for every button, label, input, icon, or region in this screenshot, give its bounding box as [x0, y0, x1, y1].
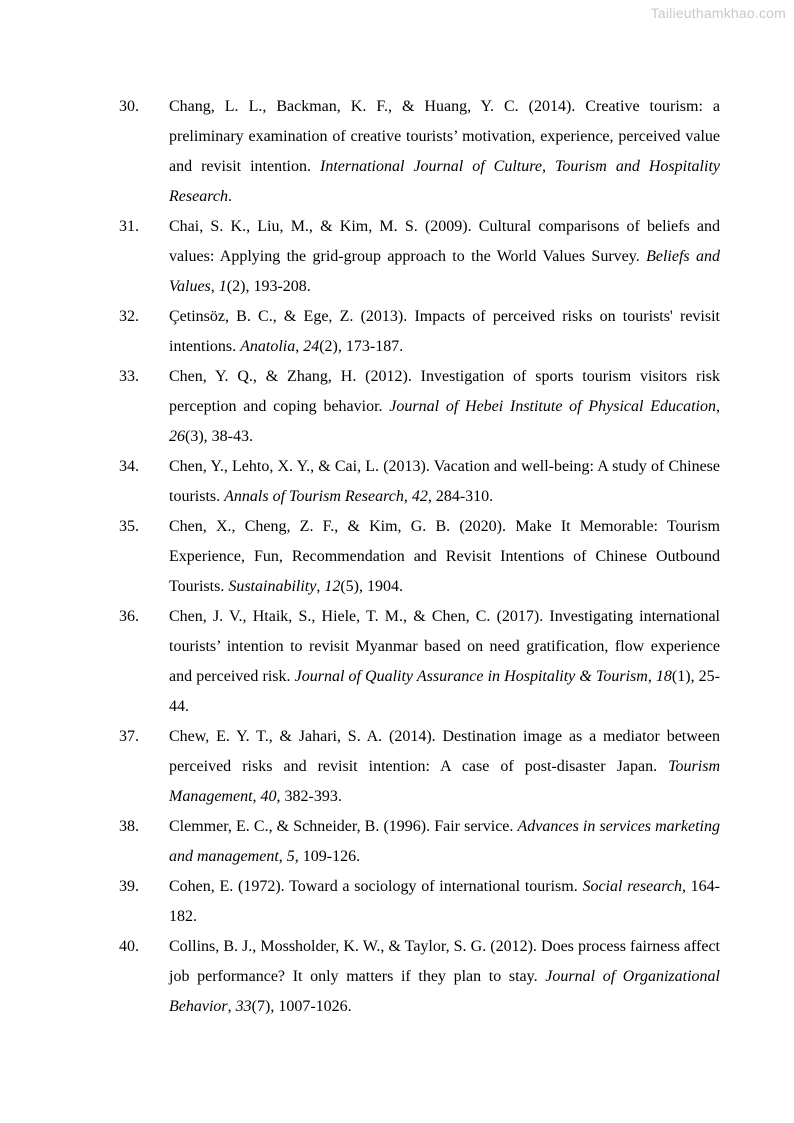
- reference-segment: ,: [316, 578, 325, 595]
- reference-number: 33.: [119, 368, 139, 385]
- reference-segment: Chen, X., Cheng, Z. F., & Kim, G. B. (2020). Make It Memorable: Tourism Experience, Fun, Recommendation and Revisit Intentions of Chinese Outbound Tourists.: [169, 518, 720, 595]
- reference-segment: (5), 1904.: [340, 578, 403, 595]
- reference-item: [118, 602, 720, 722]
- reference-item: [118, 812, 720, 872]
- reference-item: [118, 362, 720, 452]
- reference-item: [118, 92, 720, 212]
- reference-segment: ,: [252, 788, 261, 805]
- reference-italic-segment: Tourism Management: [169, 758, 720, 805]
- reference-italic-segment: International Journal of Culture, Tourism and Hospitality Research: [169, 158, 720, 205]
- reference-number: 38.: [119, 818, 139, 835]
- reference-segment: (2), 193-208.: [226, 278, 311, 295]
- reference-segment: ,: [716, 398, 720, 415]
- reference-italic-segment: Journal of Quality Assurance in Hospitality & Tourism: [294, 668, 648, 685]
- reference-text: [169, 938, 720, 1015]
- reference-text: [169, 368, 720, 445]
- watermark-text: Tailieuthamkhao.com: [650, 5, 786, 21]
- reference-text: [169, 218, 720, 295]
- reference-number: 35.: [119, 518, 139, 535]
- reference-segment: Clemmer, E. C., & Schneider, B. (1996). Fair service.: [169, 818, 518, 835]
- reference-italic-segment: 24: [303, 338, 320, 355]
- reference-number: 37.: [119, 728, 139, 745]
- reference-text: [169, 818, 720, 865]
- reference-segment: (7), 1007-1026.: [251, 998, 352, 1015]
- reference-segment: ,: [647, 668, 656, 685]
- reference-number: 40.: [119, 938, 139, 955]
- reference-text: [169, 98, 720, 205]
- reference-italic-segment: Annals of Tourism Research: [224, 488, 404, 505]
- reference-item: [118, 302, 720, 362]
- reference-segment: ,: [403, 488, 412, 505]
- reference-segment: Chew, E. Y. T., & Jahari, S. A. (2014). Destination image as a mediator between perceived risks and revisit intention: A case of post-disaster Japan.: [169, 728, 720, 775]
- reference-italic-segment: 40: [260, 788, 277, 805]
- reference-segment: (1), 25-44.: [169, 668, 721, 715]
- reference-segment: Chai, S. K., Liu, M., & Kim, M. S. (2009). Cultural comparisons of beliefs and values: Applying the grid-group approach to the World Values Survey.: [169, 218, 720, 265]
- reference-item: [118, 212, 720, 302]
- reference-segment: Chen, Y., Lehto, X. Y., & Cai, L. (2013). Vacation and well-being: A study of Chinese tourists.: [169, 458, 720, 505]
- reference-italic-segment: Anatolia: [240, 338, 296, 355]
- reference-number: 32.: [119, 308, 139, 325]
- reference-italic-segment: 26: [169, 428, 185, 445]
- reference-italic-segment: Social research: [582, 878, 682, 895]
- reference-italic-segment: Beliefs and Values: [169, 248, 720, 295]
- reference-italic-segment: 42: [411, 488, 428, 505]
- reference-text: [169, 728, 720, 805]
- reference-italic-segment: Advances in services marketing and management: [169, 818, 720, 865]
- reference-number: 39.: [119, 878, 139, 895]
- reference-segment: , 164-182.: [169, 878, 721, 925]
- reference-segment: Çetinsöz, B. C., & Ege, Z. (2013). Impacts of perceived risks on tourists' revisit intentions.: [169, 308, 720, 355]
- reference-segment: (2), 173-187.: [319, 338, 404, 355]
- reference-segment: Chen, J. V., Htaik, S., Hiele, T. M., & Chen, C. (2017). Investigating international tourists’ intention to revisit Myanmar based on need gratification, flow experience and perceived risk.: [169, 608, 720, 685]
- reference-item: [118, 722, 720, 812]
- reference-segment: , 109-126.: [294, 848, 361, 865]
- reference-italic-segment: Sustainability: [228, 578, 317, 595]
- reference-italic-segment: 18: [655, 668, 672, 685]
- reference-text: [169, 878, 720, 925]
- reference-italic-segment: Journal of Hebei Institute of Physical Education: [389, 398, 716, 415]
- reference-italic-segment: Journal of Organizational Behavior: [169, 968, 720, 1015]
- reference-segment: Chang, L. L., Backman, K. F., & Huang, Y. C. (2014). Creative tourism: a preliminary examination of creative tourists’ motivation, experience, perceived value and revisit intention.: [169, 98, 720, 175]
- reference-italic-segment: 5: [286, 848, 295, 865]
- reference-number: 31.: [119, 218, 139, 235]
- reference-segment: ,: [210, 278, 219, 295]
- reference-item: [118, 932, 720, 1022]
- reference-segment: Chen, Y. Q., & Zhang, H. (2012). Investigation of sports tourism visitors risk perception and coping behavior.: [169, 368, 720, 415]
- reference-segment: ,: [227, 998, 236, 1015]
- reference-item: [118, 452, 720, 512]
- reference-text: [169, 518, 720, 595]
- reference-item: [118, 872, 720, 932]
- reference-segment: , 284-310.: [427, 488, 494, 505]
- reference-italic-segment: 12: [324, 578, 341, 595]
- reference-segment: Cohen, E. (1972). Toward a sociology of international tourism.: [169, 878, 583, 895]
- reference-italic-segment: 33: [235, 998, 252, 1015]
- reference-segment: ,: [278, 848, 287, 865]
- reference-segment: Collins, B. J., Mossholder, K. W., & Taylor, S. G. (2012). Does process fairness affect job performance? It only matters if they plan to stay.: [169, 938, 720, 985]
- reference-segment: .: [227, 188, 232, 205]
- reference-list: [118, 92, 720, 1022]
- reference-italic-segment: 1: [218, 278, 227, 295]
- reference-item: [118, 512, 720, 602]
- reference-text: [169, 308, 720, 355]
- reference-number: 34.: [119, 458, 139, 475]
- reference-number: 30.: [119, 98, 139, 115]
- reference-segment: ,: [295, 338, 304, 355]
- reference-number: 36.: [119, 608, 139, 625]
- reference-segment: , 382-393.: [276, 788, 342, 805]
- reference-text: [169, 458, 720, 505]
- reference-text: [169, 608, 720, 715]
- reference-segment: (3), 38-43.: [185, 428, 253, 445]
